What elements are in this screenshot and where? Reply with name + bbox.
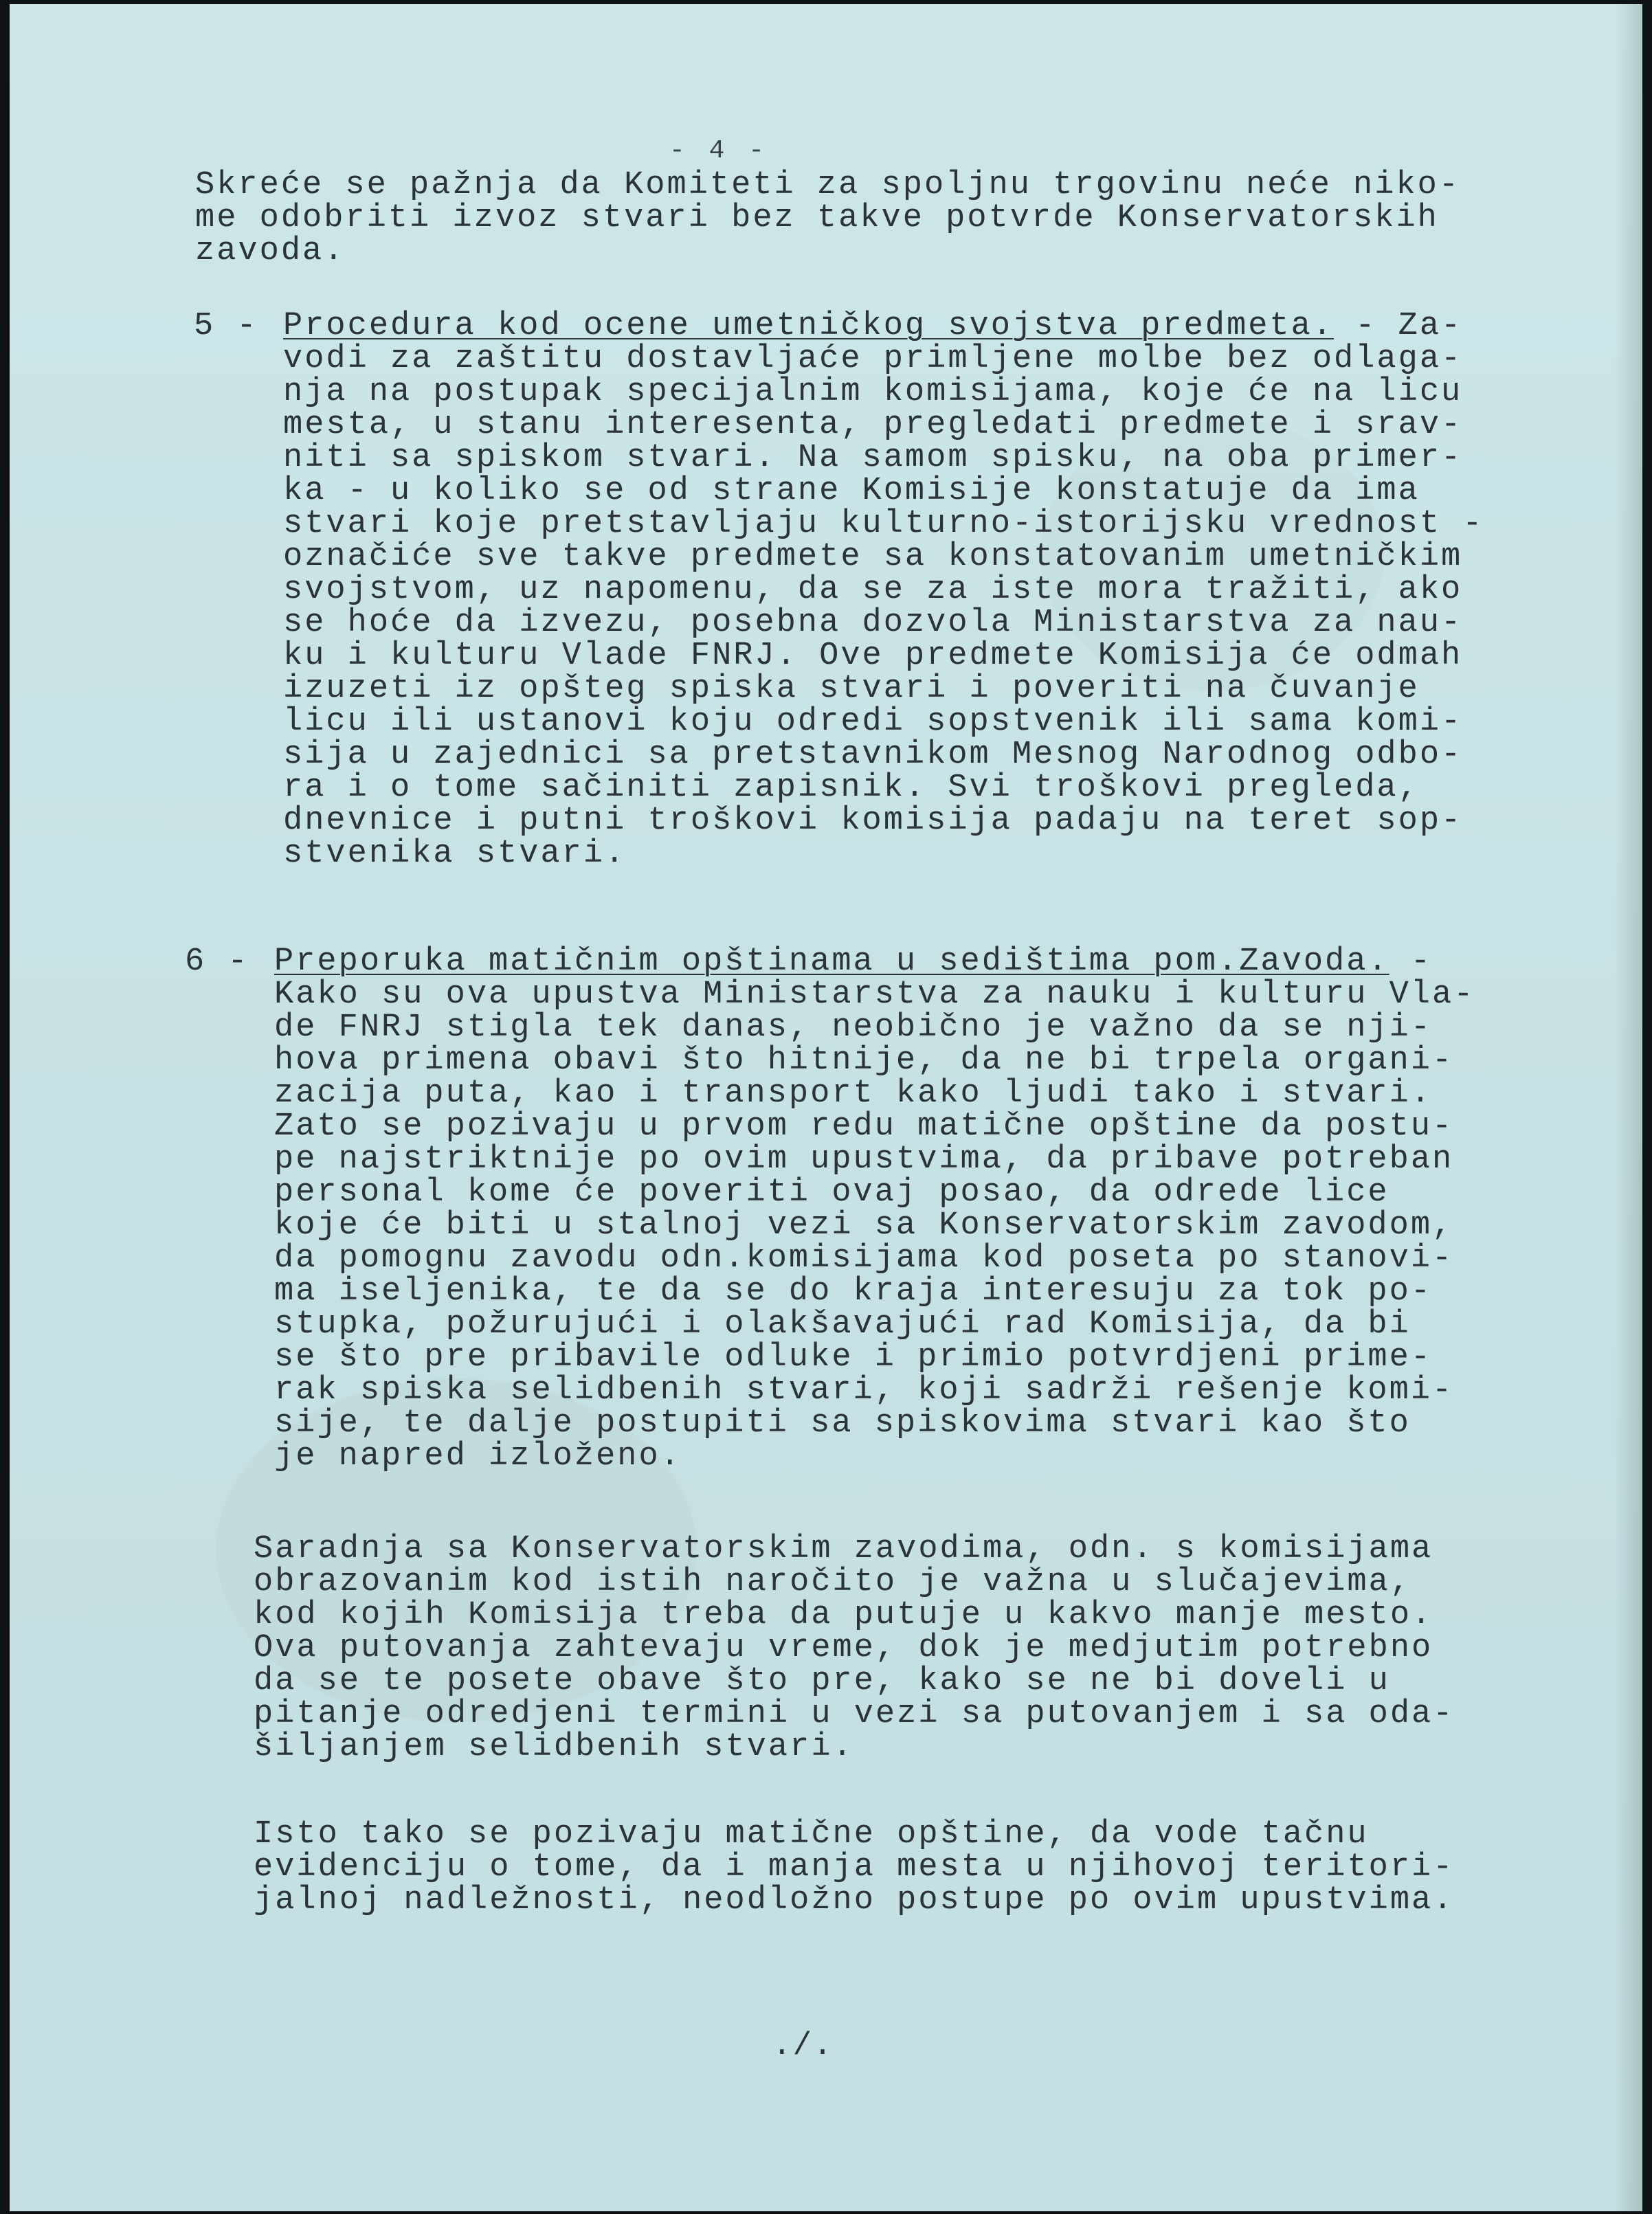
paragraph-line: pitanje odredjeni termini u vezi sa putovanjem i sa oda-	[254, 1696, 1455, 1732]
paragraph-line: kod kojih Komisija treba da putuje u kakvo manje mesto.	[254, 1597, 1433, 1633]
intro-paragraph	[195, 169, 1460, 268]
section-line: nja na postupak specijalnim komisijama, koje će na licu	[283, 374, 1463, 410]
section-heading-line	[283, 310, 1484, 343]
section-line: ma iseljenika, te da se do kraja interesuju za tok po-	[274, 1273, 1433, 1310]
section-line: Zato se pozivaju u prvom redu matične opštine da postu-	[274, 1108, 1454, 1145]
paragraph-line: jalnoj nadležnosti, neodložno postupe po ovim upustvima.	[254, 1882, 1455, 1919]
section-line: vodi za zaštitu dostavljaće primljene molbe bez odlaga-	[283, 341, 1463, 377]
section-line: pe najstriktnije po ovim upustvima, da pribave potreban	[274, 1141, 1454, 1178]
intro-line: Skreće se pažnja da Komiteti za spoljnu trgovinu neće niko-	[195, 167, 1461, 203]
section-heading: Preporuka matičnim opštinama u sedištima pom.Zavoda.	[274, 943, 1389, 980]
section-line: licu ili ustanovi koju odredi sopstvenik ili sama komi-	[283, 704, 1463, 740]
section-line: Kako su ova upustva Ministarstva za nauku i kulturu Vla-	[274, 976, 1475, 1013]
section-line: de FNRJ stigla tek danas, neobično je važno da se nji-	[274, 1009, 1433, 1046]
intro-line: zavoda.	[195, 233, 346, 269]
paragraph-line: šiljanjem selidbenih stvari.	[254, 1729, 854, 1765]
section-number: 5 -	[194, 308, 258, 344]
section-line: ku i kulturu Vlade FNRJ. Ove predmete Komisija će odmah	[283, 638, 1463, 674]
section-line: sije, te dalje postupiti sa spiskovima stvari kao što	[274, 1405, 1411, 1442]
section-heading-rest: -	[1389, 943, 1433, 980]
section-heading-line	[274, 943, 1475, 980]
page-edge-shadow	[1615, 4, 1642, 2211]
section-line: stupka, požurujući i olakšavajući rad Komisija, da bi	[274, 1306, 1411, 1343]
section-line: svojstvom, uz napomenu, da se za iste mora tražiti, ako	[283, 572, 1463, 608]
section-line: dnevnice i putni troškovi komisija padaju na teret sop-	[283, 803, 1463, 839]
page-number-marker: - 4 -	[669, 136, 769, 166]
section-body	[274, 943, 1475, 1475]
paragraph-line: Ova putovanja zahtevaju vreme, dok je medjutim potrebno	[254, 1630, 1433, 1666]
document-page	[10, 4, 1642, 2211]
section-line: hova primena obavi što hitnije, da ne bi trpela organi-	[274, 1042, 1454, 1079]
section-line: rak spiska selidbenih stvari, koji sadrži rešenje komi-	[274, 1372, 1454, 1409]
section-line: ka - u koliko se od strane Komisije konstatuje da ima	[283, 473, 1420, 509]
section-line: se hoće da izvezu, posebna dozvola Ministarstva za nau-	[283, 605, 1463, 641]
section-heading-rest: - Za-	[1334, 308, 1463, 344]
section-line: koje će biti u stalnoj vezi sa Konservatorskim zavodom,	[274, 1207, 1454, 1244]
section-body	[283, 310, 1484, 871]
cooperation-paragraph	[254, 1533, 1454, 1764]
section-line: stvenika stvari.	[283, 836, 627, 872]
section-line: niti sa spiskom stvari. Na samom spisku, na oba primer-	[283, 440, 1463, 476]
section-line: se što pre pribavile odluke i primio potvrdjeni prime-	[274, 1339, 1433, 1376]
section-line: da pomognu zavodu odn.komisijama kod poseta po stanovi-	[274, 1240, 1454, 1277]
evidence-paragraph	[254, 1818, 1454, 1917]
intro-line: me odobriti izvoz stvari bez takve potvrde Konservatorskih	[195, 200, 1439, 236]
section-line: ra i o tome sačiniti zapisnik. Svi troškovi pregleda,	[283, 770, 1420, 806]
paragraph-line: Saradnja sa Konservatorskim zavodima, odn. s komisijama	[254, 1531, 1433, 1567]
section-line: izuzeti iz opšteg spiska stvari i poveriti na čuvanje	[283, 671, 1420, 707]
paragraph-line: da se te posete obave što pre, kako se ne bi doveli u	[254, 1663, 1390, 1699]
section-line: zacija puta, kao i transport kako ljudi tako i stvari.	[274, 1075, 1433, 1112]
section-heading: Procedura kod ocene umetničkog svojstva predmeta.	[283, 308, 1335, 344]
section-line: sija u zajednici sa pretstavnikom Mesnog Narodnog odbo-	[283, 737, 1463, 773]
section-number: 6 -	[185, 943, 249, 980]
page-continuation-mark: ./.	[772, 2028, 834, 2064]
section-line: mesta, u stanu interesenta, pregledati predmete i srav-	[283, 407, 1463, 443]
section-line: personal kome će poveriti ovaj posao, da odrede lice	[274, 1174, 1389, 1211]
section-line: stvari koje pretstavljaju kulturno-istorijsku vrednost -	[283, 506, 1484, 542]
paragraph-line: Isto tako se pozivaju matične opštine, da vode tačnu	[254, 1816, 1369, 1853]
paragraph-line: obrazovanim kod istih naročito je važna u slučajevima,	[254, 1564, 1412, 1600]
paragraph-line: evidenciju o tome, da i manja mesta u njihovoj teritori-	[254, 1849, 1455, 1886]
section-line: je napred izloženo.	[274, 1438, 682, 1475]
section-line: označiće sve takve predmete sa konstatovanim umetničkim	[283, 539, 1463, 575]
